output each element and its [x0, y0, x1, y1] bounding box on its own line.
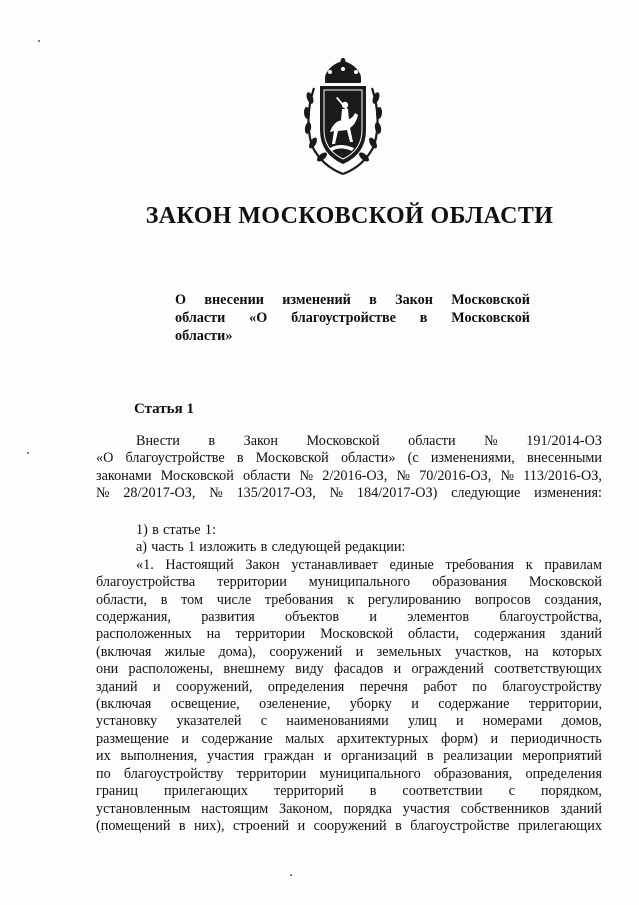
word: О: [175, 292, 187, 308]
subject-line: [175, 309, 530, 327]
word: собственников: [460, 800, 550, 817]
word: домов,: [561, 713, 602, 730]
word: определения: [267, 678, 345, 695]
word: вопросов: [474, 591, 531, 608]
word: внесенными: [526, 450, 602, 467]
word: Настоящий: [165, 556, 234, 573]
word: и: [181, 730, 189, 747]
word: участия: [402, 800, 450, 817]
word: которых: [552, 643, 602, 660]
word: следующей: [271, 539, 341, 556]
word: №: [396, 467, 411, 484]
word: уборку: [349, 696, 392, 713]
word: Московской: [306, 433, 380, 449]
word: порядка: [343, 800, 392, 817]
word: 1): [136, 522, 148, 538]
word: 135/2017-ОЗ,: [236, 485, 316, 502]
word: объектов: [285, 609, 340, 626]
word: земельных: [376, 643, 442, 660]
word: требования: [264, 591, 334, 608]
text-line: [96, 818, 602, 835]
word: области»: [175, 328, 233, 344]
word: образования,: [433, 765, 513, 782]
scan-speck: [27, 452, 29, 454]
word: к: [347, 591, 355, 608]
text-line: [96, 609, 602, 626]
word: границ: [96, 783, 138, 800]
word: установку: [96, 713, 158, 730]
list-item: [96, 522, 602, 539]
word: 1:: [204, 522, 216, 538]
word: по: [472, 678, 487, 695]
word: благоустройству: [123, 765, 224, 782]
text-line: [96, 696, 602, 713]
word: редакции:: [345, 539, 406, 556]
word: прилегающих: [164, 783, 248, 800]
word: №: [96, 485, 110, 502]
word: Закон: [395, 292, 433, 308]
word: и: [369, 609, 377, 626]
word: в: [369, 783, 377, 800]
word: с: [260, 713, 268, 730]
word: улиц: [407, 713, 437, 730]
amendment-list: [96, 522, 602, 835]
word: выполнения,: [120, 748, 198, 765]
word: единые: [389, 556, 434, 573]
word: территории: [217, 574, 287, 591]
text-line: [96, 661, 602, 678]
word: внесении: [204, 292, 264, 308]
word: Закон: [243, 433, 278, 449]
word: соответствующих: [494, 661, 602, 678]
word: регулированию: [367, 591, 461, 608]
word: содержание: [438, 696, 510, 713]
word: указателей: [176, 713, 242, 730]
word: следующие: [451, 485, 521, 502]
word: организаций: [340, 748, 418, 765]
word: работ: [423, 678, 457, 695]
word: зданий: [560, 800, 602, 817]
word: и: [355, 643, 364, 660]
word: №: [329, 485, 344, 502]
word: сооружений: [313, 817, 387, 834]
word: часть: [151, 539, 184, 556]
word: области: [175, 310, 226, 326]
scan-speck: [38, 40, 40, 42]
word: Московской: [451, 310, 530, 326]
subject-line: [175, 291, 530, 309]
word: правилам: [544, 556, 602, 573]
word: определения: [525, 765, 602, 782]
word: 113/2016-ОЗ,: [523, 467, 602, 484]
word: и: [297, 817, 306, 834]
word: 184/2017-ОЗ): [356, 485, 438, 502]
word: реализации: [443, 748, 513, 765]
word: благоустройстве: [125, 450, 225, 467]
word: устанавливает: [291, 556, 378, 573]
word: в: [260, 539, 268, 556]
word: области,: [96, 591, 147, 608]
word: изложить: [199, 539, 257, 556]
word: фасадов: [334, 661, 384, 678]
word: (включая: [96, 696, 152, 713]
word: создания,: [544, 591, 602, 608]
word: архитектурных: [336, 730, 429, 747]
text-line: [96, 468, 602, 485]
text-line: [96, 433, 602, 450]
word: благоустройстве: [410, 817, 510, 834]
word: 1: [187, 539, 196, 556]
text-line: [96, 485, 602, 502]
word: с: [508, 783, 515, 800]
word: в: [419, 310, 428, 326]
word: по: [96, 765, 111, 782]
word: (включая: [96, 643, 152, 660]
word: строений: [233, 817, 290, 834]
word: №: [484, 433, 498, 449]
word: том: [181, 591, 203, 608]
word: установленным: [96, 800, 191, 817]
word: 70/2016-ОЗ,: [419, 467, 492, 484]
word: их: [96, 748, 111, 765]
text-line: [96, 626, 602, 643]
word: территории,: [528, 696, 602, 713]
article-heading: Статья 1: [134, 401, 194, 417]
word: Московской: [320, 626, 394, 643]
word: образования: [432, 574, 507, 591]
word: и: [393, 661, 402, 678]
word: элементов: [407, 609, 470, 626]
word: в: [395, 817, 402, 834]
word: Закон: [245, 556, 280, 573]
word: развития: [201, 609, 255, 626]
word: «1.: [136, 556, 154, 573]
word: содержания,: [96, 609, 171, 626]
word: периодичность: [510, 730, 602, 747]
word: в: [178, 817, 186, 834]
word: малых: [285, 730, 325, 747]
word: содержания: [473, 626, 546, 643]
text-line: [96, 783, 602, 800]
article-intro-paragraph: [96, 433, 602, 503]
word: статье: [163, 522, 201, 538]
word: в: [426, 748, 434, 765]
word: участков,: [454, 643, 512, 660]
word: требования: [445, 556, 515, 573]
word: граждан: [263, 748, 314, 765]
word: они: [96, 661, 119, 678]
word: форм): [441, 730, 478, 747]
word: 2/2016-ОЗ,: [322, 467, 388, 484]
word: зданий: [96, 678, 138, 695]
word: Московской: [160, 467, 234, 484]
word: в: [160, 591, 168, 608]
word: Московской: [451, 292, 530, 308]
word: благоустройству: [502, 678, 602, 695]
word: на: [524, 643, 539, 660]
word: расположенных: [96, 626, 192, 643]
word: (с: [407, 450, 419, 467]
word: дома),: [218, 643, 256, 660]
word: области,: [408, 626, 460, 643]
word: содержание: [201, 730, 273, 747]
coat-of-arms-icon: [300, 58, 386, 178]
word: области: [243, 467, 291, 484]
word: участия: [207, 748, 255, 765]
word: «О: [249, 310, 268, 326]
word: на: [206, 626, 221, 643]
text-line: [96, 731, 602, 748]
text-line: [96, 713, 602, 730]
list-item: [96, 539, 602, 556]
word: благоустройства: [96, 574, 196, 591]
word: №: [299, 467, 314, 484]
subject-line: [175, 327, 530, 345]
text-line: [96, 574, 602, 591]
text-line: [96, 592, 602, 609]
word: Московской: [528, 574, 602, 591]
word: соответствии: [402, 783, 483, 800]
word: и: [323, 748, 332, 765]
word: изменениями,: [430, 450, 515, 467]
text-line: [96, 450, 602, 467]
word: числе: [216, 591, 252, 608]
word: благоустройстве: [291, 310, 396, 326]
word: них),: [194, 817, 225, 834]
word: Внести: [136, 433, 180, 449]
word: Московской: [255, 450, 329, 467]
word: (помещений: [96, 817, 171, 834]
word: области: [408, 433, 456, 449]
word: законами: [96, 467, 152, 484]
word: расположены,: [128, 661, 214, 678]
word: №: [209, 485, 223, 502]
word: 191/2014-ОЗ: [526, 433, 602, 449]
word: муниципального: [308, 574, 411, 591]
word: сооружений,: [175, 678, 253, 695]
word: номерами: [482, 713, 543, 730]
word: муниципального: [319, 765, 421, 782]
word: 28/2017-ОЗ,: [123, 485, 196, 502]
word: прилегающих: [517, 817, 602, 834]
word: жилые: [164, 643, 206, 660]
word: изменения:: [534, 485, 602, 502]
word: изменений: [282, 292, 351, 308]
word: ограждений: [411, 661, 484, 678]
word: порядком,: [540, 783, 602, 800]
word: наименованиями: [286, 713, 389, 730]
word: в: [369, 292, 377, 308]
text-line: [96, 748, 602, 765]
law-subject: [175, 291, 530, 345]
word: и: [455, 713, 464, 730]
word: и: [411, 696, 419, 713]
word: территорий: [274, 783, 344, 800]
word: и: [490, 730, 499, 747]
word: а): [136, 539, 148, 556]
word: сооружений: [269, 643, 343, 660]
word: мероприятий: [522, 748, 602, 765]
text-line: [96, 644, 602, 661]
word: в: [208, 433, 216, 449]
word: в: [152, 522, 159, 538]
word: настоящим: [201, 800, 269, 817]
word: территории: [235, 626, 306, 643]
word: зданий: [560, 626, 602, 643]
word: «О: [96, 450, 114, 467]
word: освещение,: [170, 696, 240, 713]
word: благоустройства,: [499, 609, 602, 626]
word: в: [236, 450, 244, 467]
word: территории: [236, 765, 307, 782]
text-line: [96, 766, 602, 783]
word: и: [153, 678, 161, 695]
word: Законом,: [279, 800, 333, 817]
word: виду: [295, 661, 324, 678]
scan-speck: [290, 874, 292, 876]
word: №: [500, 467, 515, 484]
word: размещение: [96, 730, 169, 747]
word: области»: [340, 450, 396, 467]
text-line: [96, 679, 602, 696]
word: перечня: [359, 678, 408, 695]
text-line: [96, 801, 602, 818]
text-line: [96, 557, 602, 574]
word: к: [525, 556, 533, 573]
law-title: ЗАКОН МОСКОВСКОЙ ОБЛАСТИ: [145, 203, 554, 229]
word: внешнему: [223, 661, 285, 678]
word: озеленение,: [259, 696, 331, 713]
